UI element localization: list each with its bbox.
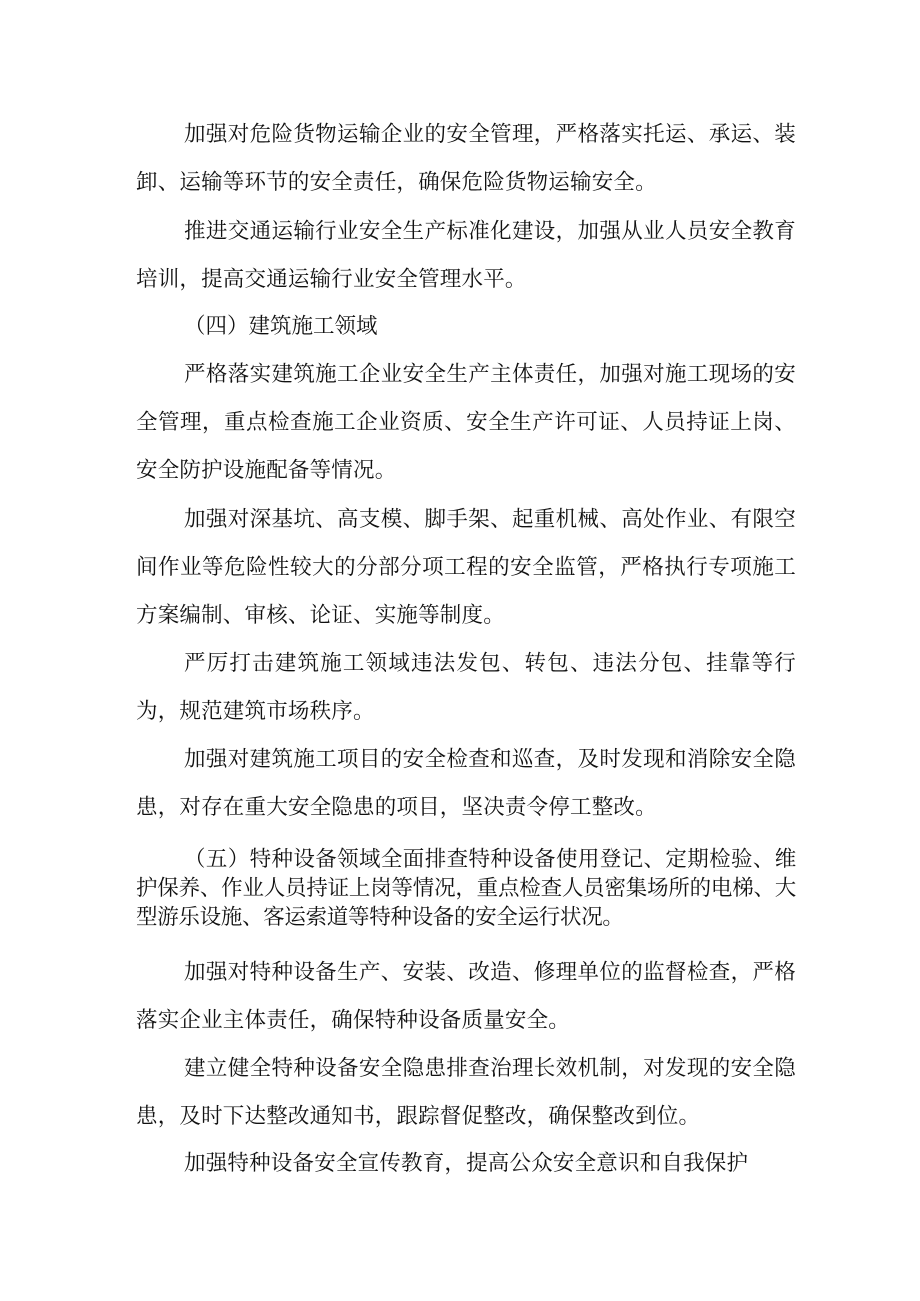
- paragraph-hazardous-goods-management: 加强对危险货物运输企业的安全管理，严格落实托运、承运、装卸、运输等环节的安全责任，确保危险货物运输安全。: [136, 122, 796, 195]
- paragraph-safety-education: 加强特种设备安全宣传教育，提高公众安全意识和自我保护: [184, 1151, 749, 1176]
- section-heading-construction: （四）建筑施工领域: [184, 314, 378, 339]
- paragraph-construction-supervision: 加强对深基坑、高支模、脚手架、起重机械、高处作业、有限空间作业等危险性较大的分部分项工程的安全监管，严格执行专项施工方案编制、审核、论证、实施等制度。: [136, 507, 796, 628]
- paragraph-special-equipment-supervision: 加强对特种设备生产、安装、改造、修理单位的监督检查，严格落实企业主体责任，确保特种设备质量安全。: [136, 960, 796, 1033]
- paragraph-illegal-subcontracting: 严厉打击建筑施工领域违法发包、转包、违法分包、挂靠等行为，规范建筑市场秩序。: [136, 651, 796, 724]
- paragraph-hazard-mechanism: 建立健全特种设备安全隐患排查治理长效机制，对发现的安全隐患，及时下达整改通知书，跟踪督促整改，确保整改到位。: [136, 1056, 796, 1129]
- paragraph-construction-responsibility: 严格落实建筑施工企业安全生产主体责任，加强对施工现场的安全管理，重点检查施工企业资质、安全生产许可证、人员持证上岗、安全防护设施配备等情况。: [136, 362, 796, 483]
- paragraph-construction-inspection: 加强对建筑施工项目的安全检查和巡查，及时发现和消除安全隐患，对存在重大安全隐患的项目，坚决责令停工整改。: [136, 747, 796, 820]
- paragraph-transport-standardization: 推进交通运输行业安全生产标准化建设，加强从业人员安全教育培训，提高交通运输行业安全管理水平。: [136, 219, 796, 292]
- paragraph-special-equipment: （五）特种设备领域全面排查特种设备使用登记、定期检验、维护保养、作业人员持证上岗等情况，重点检查人员密集场所的电梯、大型游乐设施、客运索道等特种设备的安全运行状况。: [136, 847, 796, 930]
